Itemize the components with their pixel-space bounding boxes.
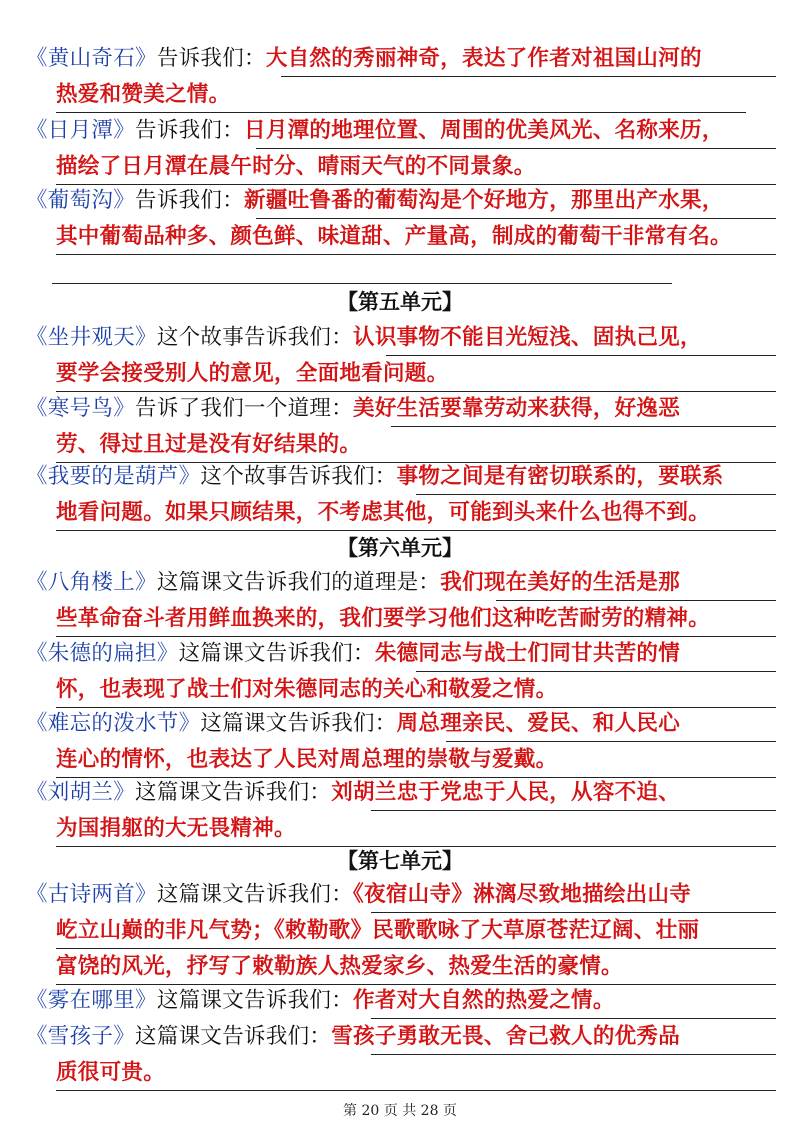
lesson-answer: 朱德同志与战士们同甘共苦的情: [374, 641, 681, 666]
lesson-entry-putaogou: [26, 184, 776, 256]
lesson-title: 《雾在哪里》: [26, 988, 157, 1013]
unit-heading-5: 【第五单元】: [337, 290, 463, 314]
lesson-answer-cont: 些革命奋斗者用鲜血换来的，我们要学习他们这种吃苦耐劳的精神。: [56, 606, 711, 631]
entry-line: [26, 1056, 776, 1092]
lesson-intro: 告诉了我们一个道理：: [135, 396, 354, 421]
entry-line: [26, 114, 776, 150]
lesson-intro: 这篇课文告诉我们：: [178, 641, 375, 666]
entry-line: [26, 220, 776, 256]
lesson-intro: 这篇课文告诉我们的道理是：: [156, 570, 441, 595]
lesson-answer-cont: 富饶的风光，抒写了敕勒族人热爱家乡、热爱生活的豪情。: [56, 954, 623, 979]
entry-line: [26, 566, 776, 602]
answer-underline: [416, 494, 776, 495]
unit-heading-7: 【第七单元】: [337, 849, 463, 873]
lesson-entry-xuehaizi: [26, 1020, 776, 1092]
entry-line: [26, 428, 776, 464]
lesson-answer-cont: 描绘了日月潭在晨午时分、晴雨天气的不同景象。: [56, 154, 536, 179]
answer-underline: [56, 1090, 776, 1091]
answer-underline: [391, 426, 776, 427]
entry-line: [26, 496, 776, 532]
lesson-answer-cont: 质很可贵。: [56, 1060, 166, 1085]
lesson-answer-cont: 屹立山巅的非凡气势；《敕勒歌》民歌歌咏了大草原苍茫辽阔、壮丽: [56, 918, 700, 943]
lesson-entry-gushi: [26, 878, 776, 986]
lesson-intro: 这篇课文告诉我们：: [156, 882, 354, 907]
lesson-answer: 雪孩子勇敢无畏、舍己救人的优秀品: [331, 1024, 681, 1049]
lesson-intro: 这篇课文告诉我们：: [135, 1024, 332, 1049]
lesson-intro: 告诉我们：: [135, 188, 245, 213]
answer-underline: [371, 912, 776, 913]
entry-line: [26, 984, 776, 1020]
lesson-title: 《日月潭》: [26, 118, 136, 143]
lesson-intro: 这篇课文告诉我们：: [135, 780, 332, 805]
entry-line: [26, 776, 776, 812]
lesson-answer-cont: 要学会接受别人的意见，全面地看问题。: [56, 361, 449, 386]
lesson-entry-liuhulan: [26, 776, 776, 848]
lesson-title: 《葡萄沟》: [26, 188, 136, 213]
entry-line: [26, 950, 776, 986]
lesson-answer-cont: 劳、得过且过是没有好结果的。: [56, 432, 362, 457]
lesson-title: 《我要的是葫芦》: [26, 464, 201, 489]
answer-underline: [256, 218, 776, 219]
lesson-title: 《八角楼上》: [26, 570, 157, 595]
entry-line: [26, 914, 776, 950]
lesson-answer: 大自然的秀丽神奇，表达了作者对祖国山河的: [265, 46, 702, 71]
answer-underline: [446, 741, 776, 742]
entry-line: [26, 184, 776, 220]
lesson-answer: 认识事物不能目光短浅、固执己见，: [353, 325, 702, 350]
lesson-answer-cont: 地看问题。如果只顾结果，不考虑其他，可能到头来什么也得不到。: [56, 500, 711, 525]
entry-line: [26, 673, 776, 709]
entry-line: [26, 878, 776, 914]
lesson-answer-cont: 连心的情怀，也表达了人民对周总理的崇敬与爱戴。: [56, 747, 558, 772]
unit-heading-6: 【第六单元】: [337, 536, 463, 560]
lesson-answer: 周总理亲民、爱民、和人民心: [396, 711, 681, 736]
lesson-intro: 这篇课文告诉我们：: [156, 988, 354, 1013]
entry-line: [26, 460, 776, 496]
lesson-entry-riyuetan: [26, 114, 776, 186]
answer-underline: [416, 671, 776, 672]
lesson-intro: 这个故事告诉我们：: [156, 325, 354, 350]
answer-underline: [281, 76, 776, 77]
page-number: 第 20 页 共 28 页: [343, 1103, 457, 1119]
answer-underline: [56, 254, 776, 255]
lesson-entry-huangshan: [26, 42, 776, 114]
entry-line: [26, 392, 776, 428]
lesson-title: 《刘胡兰》: [26, 780, 136, 805]
lesson-title: 《古诗两首》: [26, 882, 157, 907]
lesson-answer: 我们现在美好的生活是那: [440, 570, 681, 595]
lesson-entry-hulu: [26, 460, 776, 532]
entry-line: [26, 42, 776, 78]
lesson-answer-cont: 热爱和赞美之情。: [56, 82, 231, 107]
entry-line: [26, 602, 776, 638]
lesson-answer-cont: 为国捐躯的大无畏精神。: [56, 816, 296, 841]
entry-line: [26, 78, 776, 114]
lesson-answer: 事物之间是有密切联系的，要联系: [396, 464, 724, 489]
lesson-answer-cont: 其中葡萄品种多、颜色鲜、味道甜、产量高，制成的葡萄干非常有名。: [56, 224, 732, 249]
lesson-answer: 美好生活要靠劳动来获得，好逸恶: [353, 396, 681, 421]
answer-underline: [256, 148, 776, 149]
lesson-entry-zhude: [26, 637, 776, 709]
lesson-answer: 刘胡兰忠于党忠于人民，从容不迫、: [331, 780, 681, 805]
answer-underline: [496, 600, 776, 601]
answer-underline: [371, 1054, 776, 1055]
lesson-entry-poshuijie: [26, 707, 776, 779]
answer-underline: [371, 810, 776, 811]
lesson-title: 《朱德的扁担》: [26, 641, 179, 666]
entry-line: [26, 150, 776, 186]
lesson-entry-bajiaolou: [26, 566, 776, 638]
lesson-intro: 这篇课文告诉我们：: [200, 711, 397, 736]
entry-line: [26, 812, 776, 848]
entry-line: [26, 637, 776, 673]
lesson-title: 《雪孩子》: [26, 1024, 136, 1049]
entry-line: [26, 743, 776, 779]
lesson-intro: 这个故事告诉我们：: [200, 464, 397, 489]
lesson-intro: 告诉我们：: [135, 118, 245, 143]
lesson-intro: 告诉我们：: [156, 46, 266, 71]
answer-underline: [56, 948, 776, 949]
lesson-answer-cont: 怀，也表现了战士们对朱德同志的关心和敬爱之情。: [56, 677, 558, 702]
lesson-title: 《黄山奇石》: [26, 46, 157, 71]
lesson-entry-wuzainali: [26, 984, 776, 1020]
lesson-answer: 《夜宿山寺》淋漓尽致地描绘出山寺: [353, 882, 692, 907]
lesson-entry-hanhaoniao: [26, 392, 776, 464]
entry-line: [26, 1020, 776, 1056]
lesson-title: 《寒号鸟》: [26, 396, 136, 421]
entry-line: [26, 707, 776, 743]
answer-underline: [56, 112, 746, 113]
entry-line: [26, 321, 776, 357]
lesson-entry-zuojingguantian: [26, 321, 776, 393]
lesson-title: 《难忘的泼水节》: [26, 711, 201, 736]
lesson-answer: 作者对大自然的热爱之情。: [353, 988, 615, 1013]
separator-line: [52, 283, 672, 284]
lesson-answer: 新疆吐鲁番的葡萄沟是个好地方，那里出产水果，: [244, 188, 724, 213]
entry-line: [26, 357, 776, 393]
answer-underline: [371, 1018, 776, 1019]
lesson-title: 《坐井观天》: [26, 325, 157, 350]
lesson-answer: 日月潭的地理位置、周围的优美风光、名称来历，: [244, 118, 724, 143]
answer-underline: [386, 355, 776, 356]
